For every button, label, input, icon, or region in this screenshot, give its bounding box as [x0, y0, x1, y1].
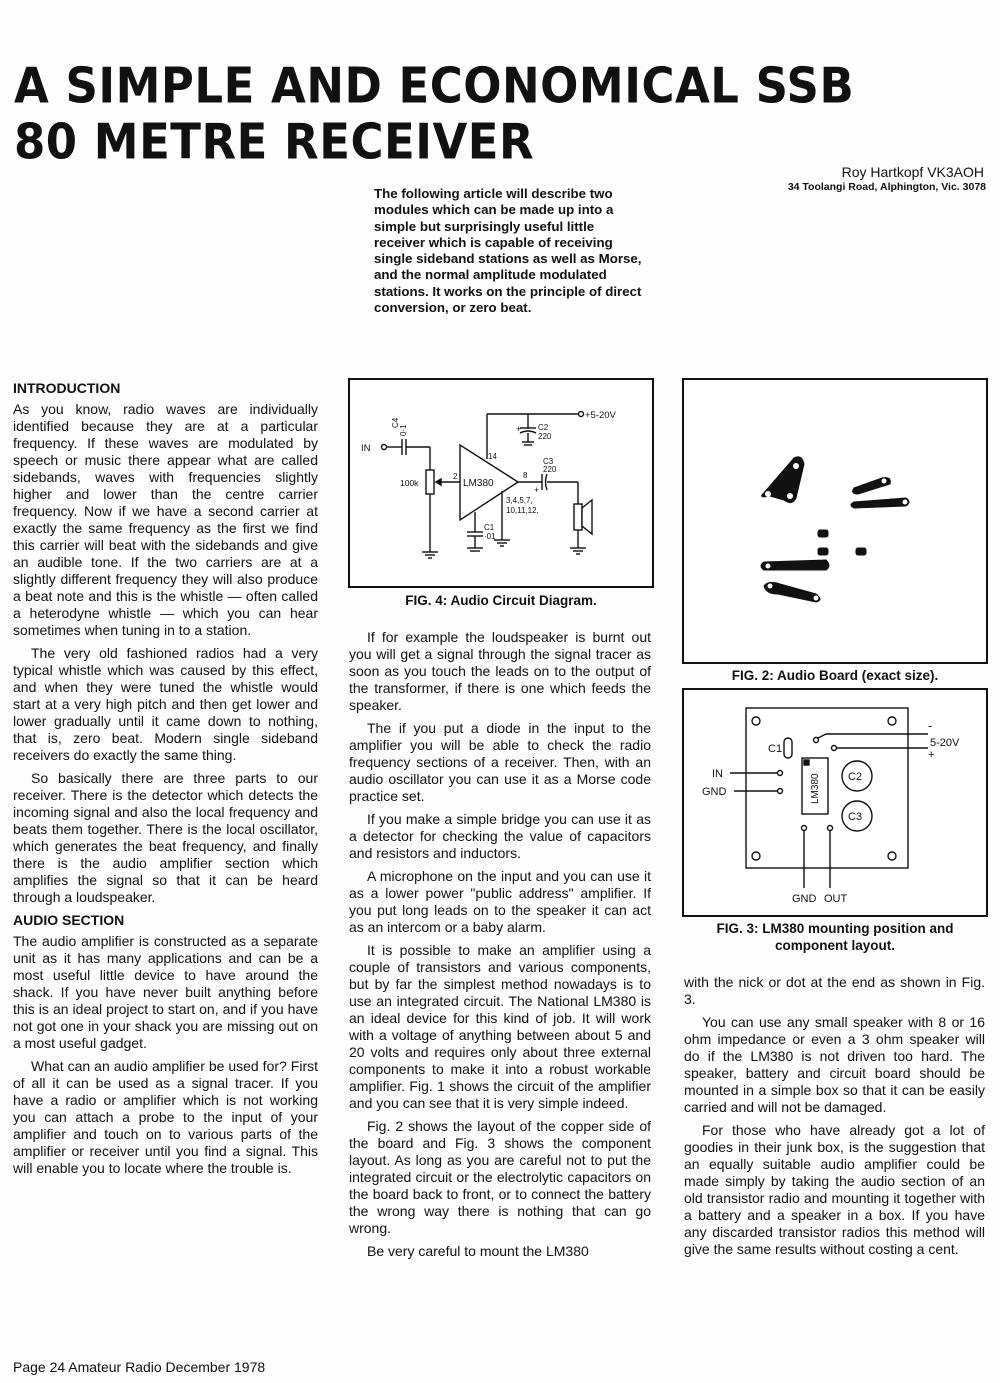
- fig3-c2-label: C2: [848, 771, 863, 783]
- layout-svg: [684, 690, 986, 915]
- fig3-supply-label: 5-20V: [930, 737, 960, 749]
- paragraph: Be very careful to mount the LM380: [367, 1243, 589, 1259]
- fig4-c3-label: C3: [543, 457, 554, 466]
- fig3-c1-label: C1: [768, 743, 783, 755]
- fig3-minus: -: [928, 718, 933, 733]
- copper-pad: [818, 548, 828, 555]
- fig4-c2-plus: +: [516, 424, 522, 434]
- heading-audio-section: AUDIO SECTION: [13, 912, 125, 928]
- paragraph: As you know, radio waves are individually identified because they are at a particular frequency. If these waves are modulated by speech or music there appear what are called sidebands, waves with frequencies slightly higher and lower than the centre carrier frequency. Now if we have a second carrier at exactly the same frequency as the first we find this carrier will beat with the sidebands and give an audible tone. If the two carriers are at a slightly different frequency they will also produce a beat note and this is the whistle — often called a heterodyne whistle — which you can hear sometimes when tuning in to a station.: [13, 401, 318, 638]
- column-2: [349, 629, 651, 1266]
- fig3-plus: +: [928, 749, 935, 761]
- article-intro: The following article will describe two modules which can be made up into a simple but surprisingly useful little receiver which is capable of receiving single sideband stations as well as Morse, and the normal amplitude modulated stations. It works on the principle of direct conversion, or zero beat.: [374, 186, 642, 316]
- paragraph: Fig. 2 shows the layout of the copper side of the board and Fig. 3 shows the component layout. As long as you are careful not to put the integrated circuit or the electrolytic capacitors on the board back to front, or to connect the battery the wrong way there is nothing that can go wrong.: [349, 1118, 651, 1236]
- paragraph: If for example the loudspeaker is burnt out you will get a signal through the signal tracer as soon as you touch the leads on to the output of the transformer, if there is one which feeds the speaker.: [349, 629, 651, 713]
- fig4-c1-label: C1: [484, 523, 495, 532]
- paragraph: What can an audio amplifier be used for? First of all it can be used as a signal tracer. If you have a radio or amplifier which is not working you can attach a probe to the input of your amplifier and touch on to various parts of the amplifier or receiver until you find a signal. This will enable you to locate where the trouble is.: [13, 1058, 318, 1176]
- paragraph: It is possible to make an amplifier using a couple of transistors and various components, but by far the simplest method nowadays is to use an integrated circuit. The National LM380 is an ideal device for this kind of job. It will work with a voltage of anything between about 5 and 20 volts and requires only about three external components to make it into a robust workable amplifier. Fig. 1 shows the circuit of the amplifier and you can see that it is very simple indeed.: [349, 942, 651, 1111]
- fig4-gnd-pins-2: 10,11,12,: [506, 506, 539, 515]
- fig3-chip-label: LM380: [810, 773, 821, 804]
- fig4-c2-value: 220: [538, 432, 552, 441]
- paragraph: You can use any small speaker with 8 or 16 ohm impedance or even a 3 ohm speaker will do if the LM380 is not driven too hard. The speaker, battery and circuit board should be mounted in a simple box so that it can be easily carried and will not be damaged.: [684, 1014, 985, 1115]
- fig4-c3-value: 220: [543, 465, 557, 474]
- fig4-caption: FIG. 4: Audio Circuit Diagram.: [405, 593, 597, 608]
- paragraph: The if you put a diode in the input to the amplifier you will be able to check the radio frequency sections of a receiver. Then, with an audio oscillator you can use it as a Morse code practice set.: [349, 720, 651, 804]
- fig4-c3-plus: +: [534, 485, 540, 495]
- page-footer: Page 24 Amateur Radio December 1978: [13, 1359, 266, 1375]
- paragraph: A microphone on the input and you can use it as a lower power "public address" amplifier. If you put long leads on to the speaker it can act as an intercom or a baby alarm.: [349, 868, 651, 935]
- fig2-audio-board: [682, 378, 988, 664]
- fig4-pin-14: 14: [488, 452, 497, 461]
- author-address: 34 Toolangi Road, Alphington, Vic. 3078: [787, 181, 986, 193]
- board-outline: [746, 708, 908, 868]
- fig3-in-label: IN: [712, 768, 723, 780]
- title-line-1: A SIMPLE AND ECONOMICAL SSB: [14, 56, 855, 115]
- copper-pad: [856, 548, 866, 555]
- fig4-pot-label: 100k: [400, 478, 419, 488]
- paragraph: For those who have already got a lot of goodies in their junk box, is the suggestion that an equally suitable audio amplifier could be made simply by taking the audio section of an old transistor radio and mounting it together with a battery and a speaker in a box. If you have any discarded transistor radios this method will give the same results without costing a cent.: [684, 1122, 985, 1257]
- title-line-2: 80 METRE RECEIVER: [14, 113, 535, 171]
- paragraph: So basically there are three parts to our receiver. There is the detector which detects the incoming signal and also the local frequency and beats them together. There is the local oscillator, which generates the beat frequency, and finally there is the audio amplifier section which amplifies the signal so that it can be heard through a loudspeaker.: [13, 770, 318, 905]
- fig4-c2-label: C2: [538, 423, 549, 432]
- copper-trace: [851, 498, 909, 508]
- fig4-in-label: IN: [361, 443, 371, 454]
- fig3-component-layout: [682, 688, 988, 917]
- fig4-supply-label: +5-20V: [585, 410, 616, 421]
- fig4-c1-value: ·01: [484, 532, 496, 541]
- column-1: [13, 380, 318, 1183]
- fig2-caption: FIG. 2: Audio Board (exact size).: [731, 668, 939, 683]
- column-3: [684, 974, 985, 1264]
- fig3-c3-label: C3: [848, 811, 863, 823]
- copper-pad: [818, 530, 828, 537]
- author: Roy Hartkopf VK3AOH: [841, 164, 984, 180]
- paragraph: The audio amplifier is constructed as a separate unit as it has many applications and can be a most useful little device to have around the shack. If you have never built anything before this is an ideal project to start on, and if you have not got one in your shack you are missing out on a most useful gadget.: [13, 933, 318, 1051]
- fig3-caption: FIG. 3: LM380 mounting position and component layout.: [716, 921, 954, 953]
- fig4-circuit-diagram: [348, 378, 654, 588]
- board-copper-svg: [684, 380, 986, 662]
- fig4-pin-8: 8: [523, 471, 528, 480]
- fig3-out-label: OUT: [824, 893, 848, 905]
- fig4-c4-label: C4: [391, 417, 400, 428]
- paragraph: The very old fashioned radios had a very typical whistle which was caused by this effect, and when they were tuned the whistle would start at a very high pitch and then get lower and lower gradually until it came down to nothing, that is, zero beat. Modern single sideband receivers do exactly the same thing.: [13, 645, 318, 763]
- paragraph: If you make a simple bridge you can use it as a detector for checking the value of capacitors and resistors and inductors.: [349, 811, 651, 861]
- fig4-chip-label: LM380: [463, 478, 494, 489]
- paragraph: with the nick or dot at the end as shown in Fig. 3.: [684, 974, 985, 1007]
- copper-trace: [761, 560, 829, 570]
- fig4-pin-2: 2: [453, 472, 458, 481]
- fig3-gnd-label: GND: [702, 786, 727, 798]
- fig4-gnd-pins-1: 3,4,5,7,: [506, 496, 533, 505]
- article-title: [14, 58, 994, 170]
- fig4-c4-value: 0·1: [399, 424, 408, 436]
- circuit-svg: [350, 380, 652, 586]
- heading-introduction: INTRODUCTION: [13, 380, 121, 396]
- fig3-gnd-out-label: GND: [792, 893, 817, 905]
